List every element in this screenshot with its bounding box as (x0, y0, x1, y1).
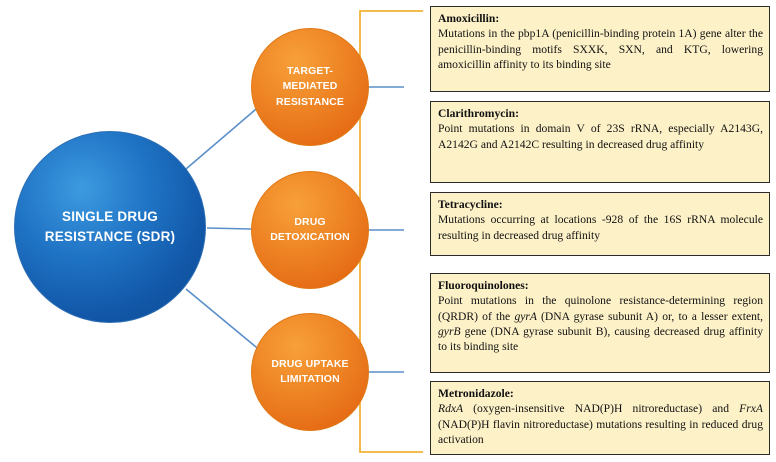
info-box-fluoroquinolones (430, 273, 770, 373)
info-box-heading: Amoxicillin: (438, 12, 500, 25)
node-label: TARGET-MEDIATED RESISTANCE (276, 65, 344, 108)
connector-main-to-target (186, 104, 262, 169)
node-label: SINGLE DRUG RESISTANCE (SDR) (44, 209, 176, 244)
node-target-mediated-resistance[interactable] (251, 28, 369, 146)
info-box-text: Mutations occurring at locations -928 of the 16S rRNA molecule resulting in decreased drug affinity (438, 213, 763, 242)
node-label: DRUG UPTAKE LIMITATION (271, 357, 349, 385)
bracket-shape (360, 11, 423, 452)
info-box-text: RdxA (oxygen-insensitive NAD(P)H nitroreductase) and FrxA (NAD(P)H flavin nitroreductase) mutations resulting in reduced drug activation (438, 402, 763, 446)
info-box-heading: Fluoroquinolones: (438, 279, 529, 292)
node-single-drug-resistance[interactable] (14, 131, 206, 323)
info-box-metronidazole (430, 381, 770, 455)
info-box-text: Point mutations in domain V of 23S rRNA, especially A2143G, A2142G and A2142C resulting in decreased drug affinity (438, 122, 763, 151)
connector-main-to-uptake (186, 289, 262, 352)
info-box-tetracycline (430, 192, 770, 256)
node-drug-detoxication[interactable] (251, 171, 369, 289)
info-box-heading: Clarithromycin: (438, 107, 519, 120)
info-box-text: Point mutations in the quinolone resistance-determining region (QRDR) of the gyrA (DNA gyrase subunit A) or, to a lesser extent, gyrB gene (DNA gyrase subunit B), causing decreased drug affinity to its binding site (438, 294, 764, 354)
info-box-amoxicillin (430, 6, 770, 92)
node-drug-uptake-limitation[interactable] (251, 313, 369, 431)
info-box-heading: Metronidazole: (438, 387, 514, 400)
info-box-clarithromycin (430, 101, 770, 183)
node-label: DRUG DETOXICATION (270, 215, 350, 243)
info-box-text: Mutations in the pbp1A (penicillin-binding protein 1A) gene alter the penicillin-binding motifs SXXK, SXN, and KTG, lowering amoxicillin affinity to its binding site (438, 27, 763, 71)
connector-main-to-detox (207, 228, 251, 229)
info-box-heading: Tetracycline: (438, 198, 503, 211)
